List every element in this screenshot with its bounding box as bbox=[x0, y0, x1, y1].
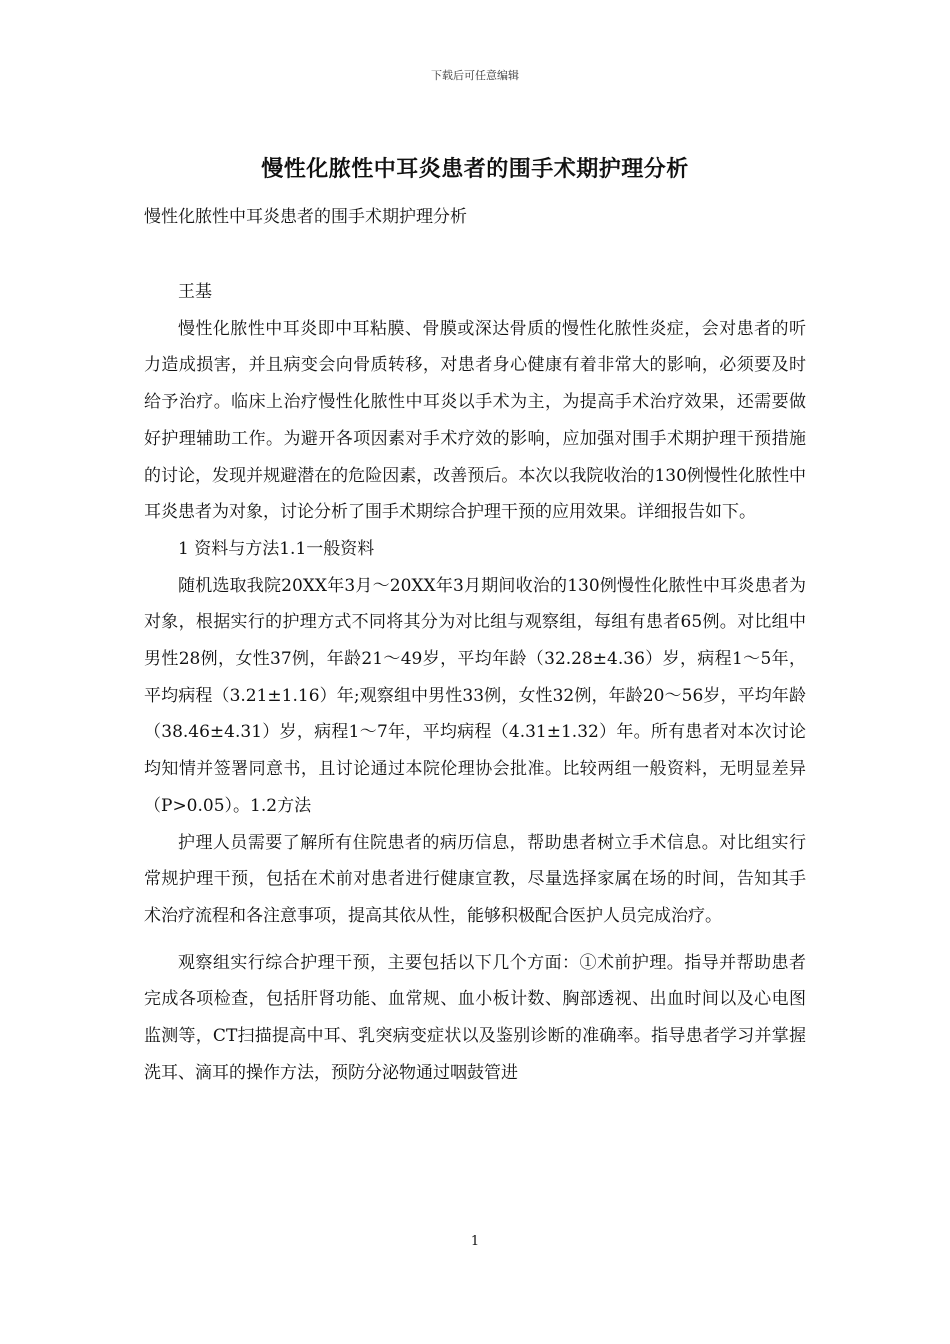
paragraph-observation-group: 观察组实行综合护理干预，主要包括以下几个方面：①术前护理。指导并帮助患者完成各项检查，包括肝肾功能、血常规、血小板计数、胸部透视、出血时间以及心电图监测等，CT扫描提高中耳、乳突病变症状以及鉴别诊断的准确率。指导患者学习并掌握洗耳、滴耳的操作方法，预防分泌物通过咽鼓管进 bbox=[144, 952, 806, 1083]
paragraph-intro: 慢性化脓性中耳炎即中耳粘膜、骨膜或深达骨质的慢性化脓性炎症，会对患者的听力造成损害，并且病变会向骨质转移，对患者身心健康有着非常大的影响，必须要及时给予治疗。临床上治疗慢性化脓性中耳炎以手术为主，为提高手术治疗效果，还需要做好护理辅助工作。为避开各项因素对手术疗效的影响，应加强对围手术期护理干预措施的讨论，发现并规避潜在的危险因素，改善预后。本次以我院收治的130例慢性化脓性中耳炎患者为对象，讨论分析了围手术期综合护理干预的应用效果。详细报告如下。 bbox=[144, 318, 806, 523]
section-heading-materials: 1 资料与方法1.1一般资料 bbox=[178, 538, 375, 559]
document-body bbox=[144, 274, 806, 1091]
page-number: 1 bbox=[470, 1234, 480, 1249]
document-subtitle: 慢性化脓性中耳炎患者的围手术期护理分析 bbox=[144, 207, 467, 227]
document-title: 慢性化脓性中耳炎患者的围手术期护理分析 bbox=[261, 157, 689, 182]
paragraph-control-group: 护理人员需要了解所有住院患者的病历信息，帮助患者树立手术信息。对比组实行常规护理干预，包括在术前对患者进行健康宣教，尽量选择家属在场的时间，告知其手术治疗流程和各注意事项，提高其依从性，能够积极配合医护人员完成治疗。 bbox=[144, 832, 806, 926]
paragraph-general-data: 随机选取我院20XX年3月～20XX年3月期间收治的130例慢性化脓性中耳炎患者为对象，根据实行的护理方式不同将其分为对比组与观察组，每组有患者65例。对比组中男性28例，女性37例，年龄21～49岁，平均年龄（32.28±4.36）岁，病程1～5年，平均病程（3.21±1.16）年;观察组中男性33例，女性32例，年龄20～56岁，平均年龄（38.46±4.31）岁，病程1～7年，平均病程（4.31±1.32）年。所有患者对本次讨论均知情并签署同意书，且讨论通过本院伦理协会批准。比较两组一般资料，无明显差异（P>0.05）。1.2方法 bbox=[144, 575, 806, 816]
header-note: 下载后可任意编辑 bbox=[431, 69, 519, 82]
author-name: 王基 bbox=[178, 282, 212, 302]
